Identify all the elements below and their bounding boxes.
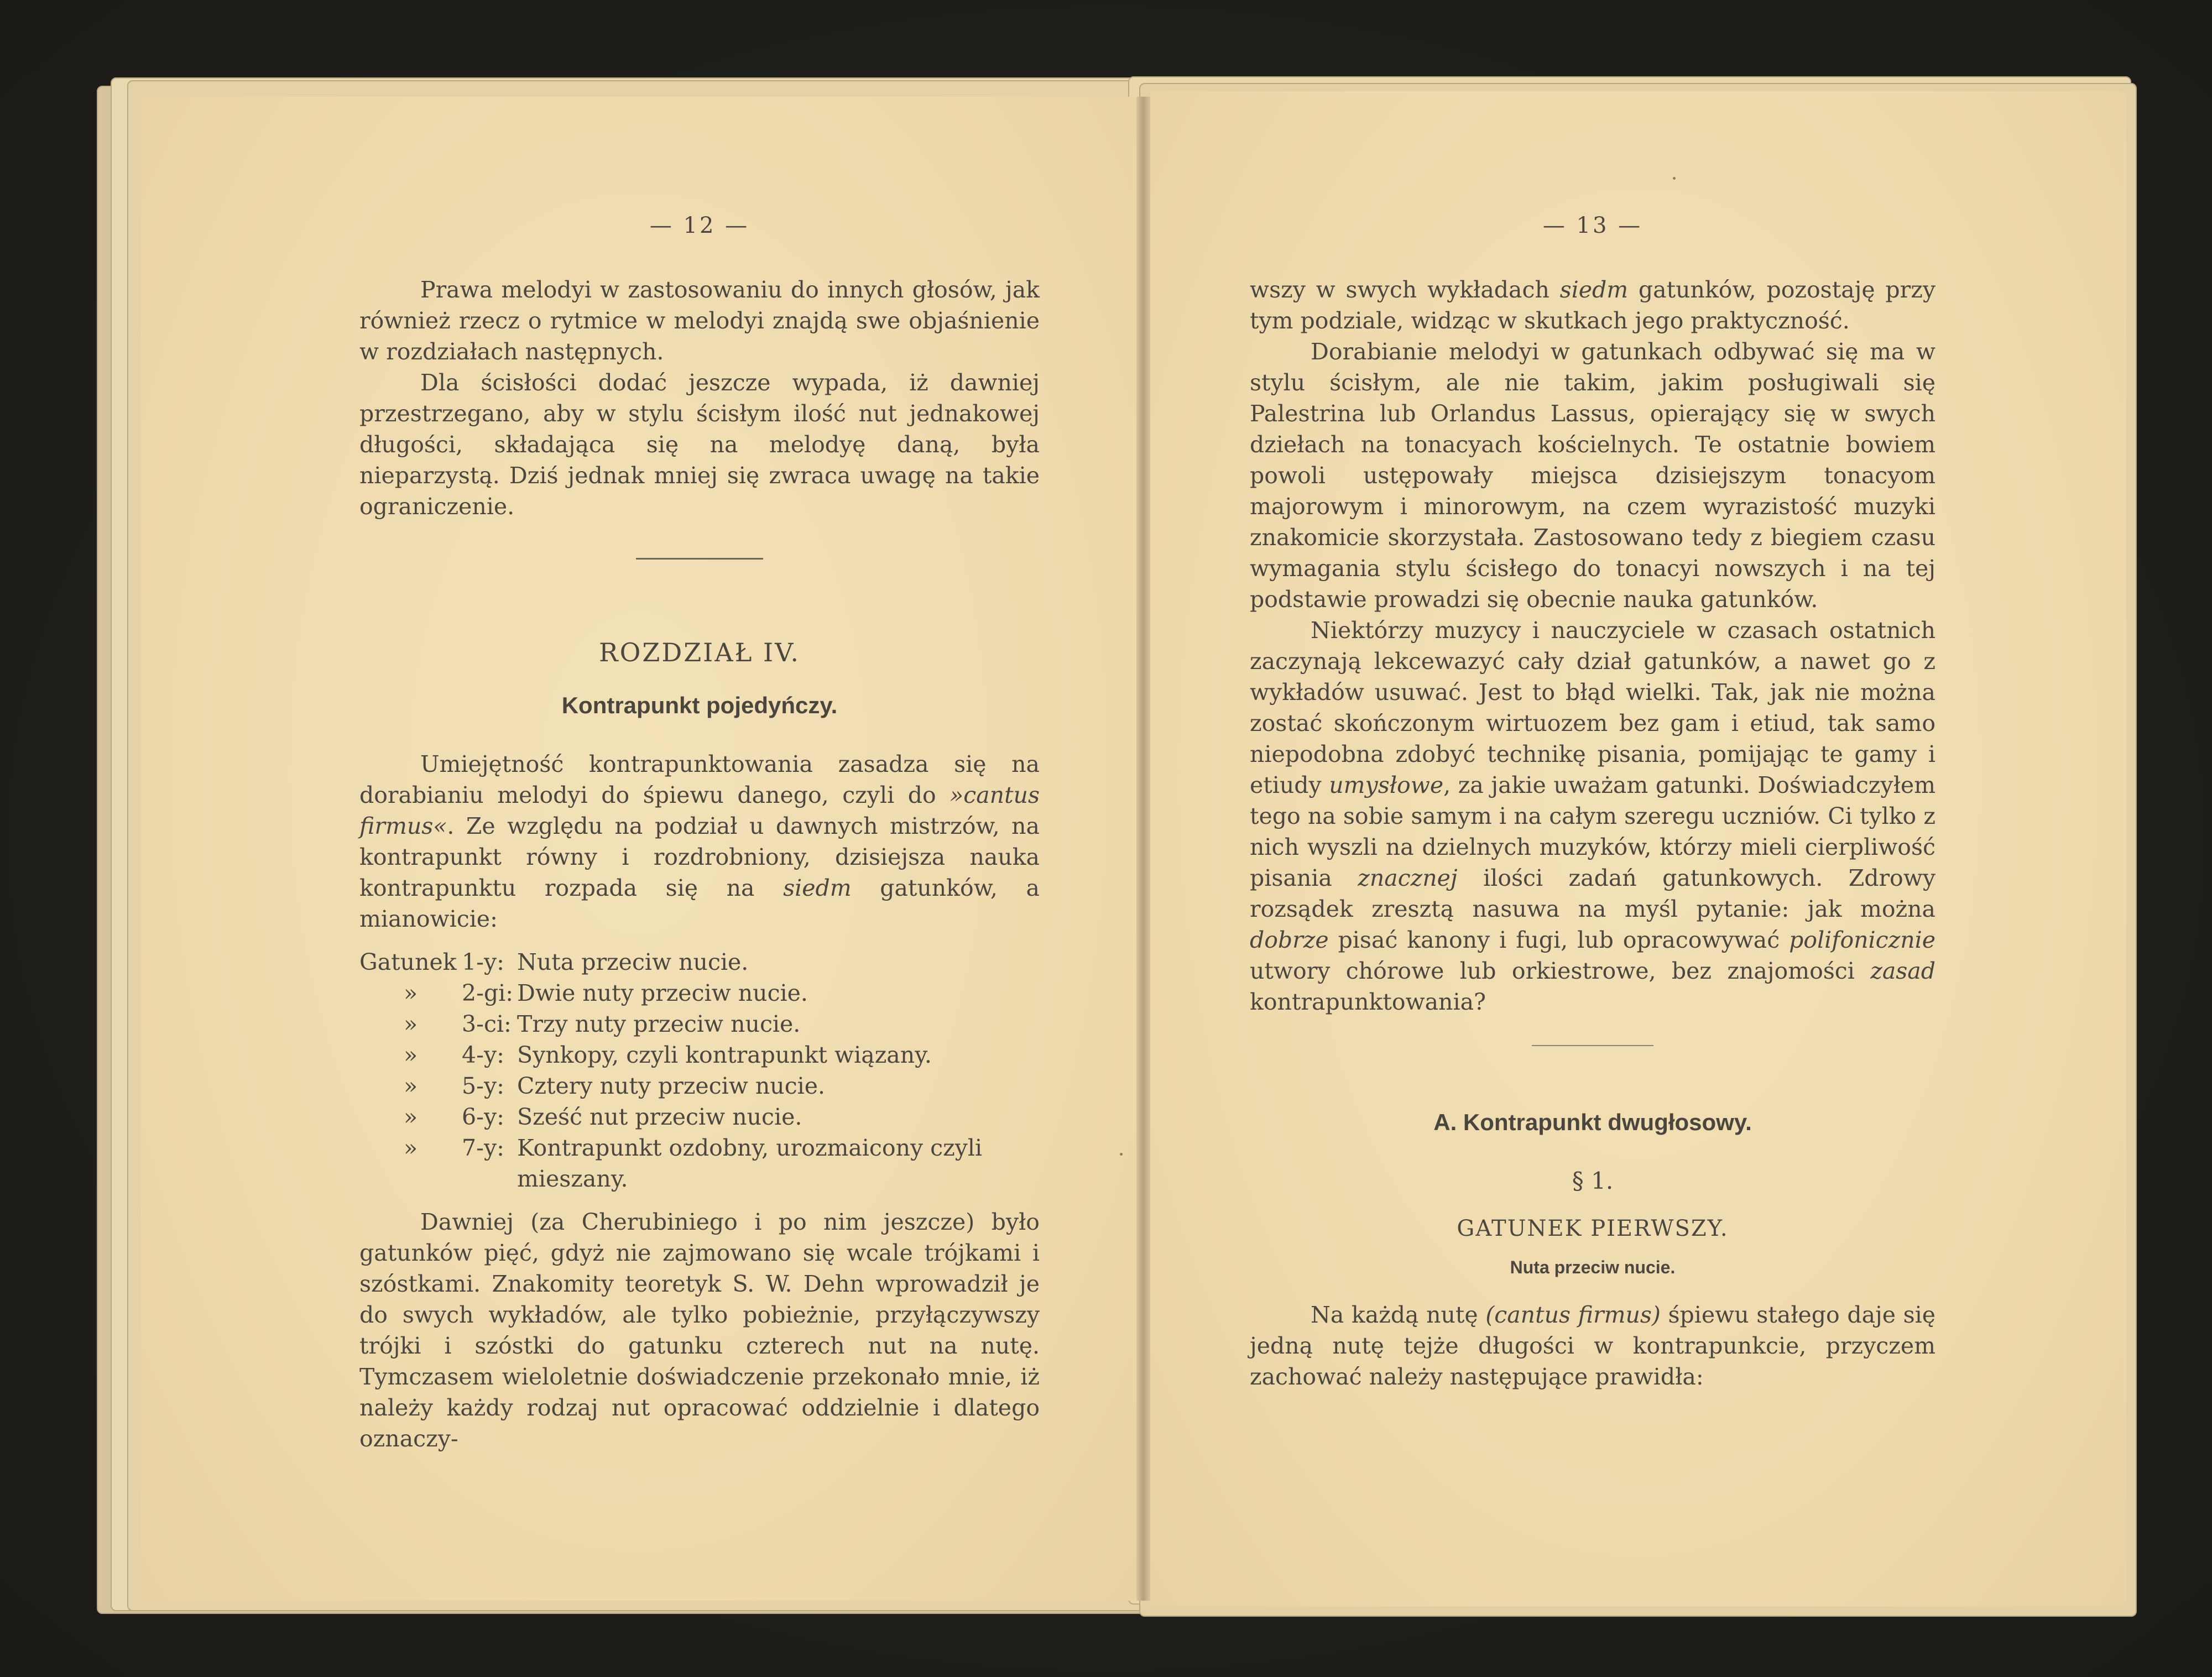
list-item <box>359 978 1040 1009</box>
text-run: śpiewu stałego daje się jedną nutę tejże długości w kontrapunkcie, przyczem zachować należy następujące prawidła: <box>1250 1302 1936 1390</box>
ditto-mark: » <box>404 1011 418 1037</box>
text-run: kontrapunktowania? <box>1250 989 1486 1015</box>
intro-paragraph <box>359 749 1040 934</box>
text-run: utwory chórowe lub orkiestrowe, bez znajomości <box>1250 958 1871 984</box>
paragraph <box>1250 615 1936 1017</box>
ditto-mark: » <box>404 1042 418 1068</box>
species-list <box>359 947 1040 1194</box>
ditto-mark: » <box>404 1135 418 1161</box>
text-run: Niektórzy muzycy i nauczyciele w czasach ostatnich zaczynają lekcewazyć cały dział gatunków, a nawet go z wykładów usuwać. Jest to błąd wielki. Tak, jak nie można zostać skończonym wirtuozem bez gam i etiud, tak samo niepodobna zdobyć technikę pisania, pomijając te gamy i etiudy <box>1250 617 1936 798</box>
list-item <box>359 1101 1040 1132</box>
italic-term: znacznej <box>1358 865 1458 891</box>
list-number: 1-y: <box>462 949 504 975</box>
list-text: Kontrapunkt ozdobny, urozmaicony czyli mieszany. <box>517 1135 983 1192</box>
text-run: , za jakie uważam gatunki. Doświadczyłem tego na sobie samym i na całym szeregu uczniów. Ci tylko z nich wyszli na dzielnych muzyków, którzy mieli cierpliwość pisania <box>1250 772 1936 891</box>
italic-term: (cantus firmus) <box>1485 1302 1661 1328</box>
text-run: pisać kanony i fugi, lub opracowywać <box>1328 927 1790 953</box>
list-text: Synkopy, czyli kontrapunkt wiązany. <box>517 1042 932 1068</box>
list-item <box>359 1070 1040 1101</box>
list-text: Cztery nuty przeciw nucie. <box>517 1073 826 1099</box>
italic-term: zasad <box>1870 958 1936 984</box>
list-number: 2-gi: <box>462 980 514 1006</box>
paragraph <box>1250 1299 1936 1392</box>
text-run: Umiejętność kontrapunktowania zasadza się na dorabianiu melodyi do śpiewu danego, czyli do <box>359 751 1040 808</box>
right-page-text <box>1250 210 1936 1392</box>
italic-term: umysłowe <box>1329 772 1444 798</box>
italic-term: siedm <box>783 875 852 901</box>
list-item <box>359 1039 1040 1070</box>
paper-speck <box>1673 177 1676 180</box>
ditto-mark: » <box>404 1073 418 1099</box>
list-item <box>359 1009 1040 1039</box>
text-run: gatunków, a mianowicie: <box>359 875 1040 932</box>
text-run: ilości zadań gatunkowych. Zdrowy rozsądek zresztą nasuwa na myśl pytanie: jak można <box>1250 865 1936 922</box>
list-item <box>359 1132 1040 1194</box>
list-text: Sześć nut przeciw nucie. <box>517 1104 802 1130</box>
chapter-title: ROZDZIAŁ IV. <box>599 638 800 667</box>
italic-term: polifonicznie <box>1789 927 1936 953</box>
ditto-mark: » <box>404 1104 418 1130</box>
species-heading: GATUNEK PIERWSZY. <box>1457 1216 1729 1241</box>
ditto-mark: » <box>404 980 418 1006</box>
text-run: gatunków, pozostaję przy tym podziale, widząc w skutkach jego praktyczność. <box>1250 276 1936 334</box>
italic-term: siedm <box>1559 276 1629 303</box>
section-title: A. Kontrapunkt dwugłosowy. <box>1433 1109 1752 1135</box>
list-text: Dwie nuty przeciw nucie. <box>517 980 808 1006</box>
list-item <box>359 947 1040 978</box>
list-number: 5-y: <box>462 1073 504 1099</box>
paragraph: Prawa melodyi w zastosowaniu do innych głosów, jak również rzecz o rytmice w melodyi znajdą swe objaśnienie w rozdziałach następnych. <box>359 276 1040 365</box>
paragraph: Dla ścisłości dodać jeszcze wypada, iż dawniej przestrzegano, aby w stylu ścisłym ilość nut jednakowej długości, składająca się na melodyę daną, była nieparzystą. Dziś jednak mniej się zwraca uwagę na takie ograniczenie. <box>359 369 1040 520</box>
text-run: wszy w swych wykładach <box>1250 276 1560 303</box>
list-lead: Gatunek <box>359 949 457 975</box>
italic-term: »cantus firmus« <box>359 782 1040 839</box>
left-page-text <box>359 210 1040 1454</box>
paragraph: Dorabianie melodyi w gatunkach odbywać się ma w stylu ścisłym, ale nie takim, jakim posługiwali się Palestrina lub Orlandus Lassus, opierający się w swych dziełach na tonacyach kościelnych. Te ostatnie bowiem powoli ustępowały miejsca dzisiejszym tonacyom majorowym i minorowym, na czem wyrazistość muzyki znakomicie skorzystała. Zastosowano tedy z biegiem czasu wymagania stylu ścisłego do tonacyi nowszych i na tej podstawie prowadzi się obecnie nauka gatunków. <box>1250 338 1936 613</box>
page-number: — 13 — <box>1542 213 1643 238</box>
text-run: . Ze względu na podział u dawnych mistrzów, na kontrapunkt równy i rozdrobniony, dzisiejsza nauka kontrapunktu rozpada się na <box>359 813 1040 901</box>
list-number: 6-y: <box>462 1104 504 1130</box>
text-run: Na każdą nutę <box>1311 1302 1486 1328</box>
paragraph-sign: § 1. <box>1572 1167 1614 1194</box>
page-number: — 12 — <box>649 213 750 238</box>
list-number: 4-y: <box>462 1042 504 1068</box>
species-subheading: Nuta przeciw nucie. <box>1510 1257 1676 1277</box>
book-gutter <box>1136 97 1150 1601</box>
list-number: 7-y: <box>462 1135 504 1161</box>
italic-term: dobrze <box>1250 927 1329 953</box>
list-text: Nuta przeciw nucie. <box>517 949 749 975</box>
paper-speck <box>1120 1153 1123 1156</box>
paragraph: Dawniej (za Cherubiniego i po nim jeszcze) było gatunków pięć, gdyż nie zajmowano się wcale trójkami i szóstkami. Znakomity teoretyk S. W. Dehn wprowadził je do swych wykładów, ale tylko pobieżnie, przyłączywszy trójki i szóstki do gatunku czterech nut na nutę. Tymczasem wieloletnie doświadczenie przekonało mnie, iż należy każdy rodzaj nut opracować oddzielnie i dlatego oznaczy- <box>359 1209 1040 1452</box>
paragraph <box>1250 274 1936 336</box>
list-text: Trzy nuty przeciw nucie. <box>517 1011 801 1037</box>
list-number: 3-ci: <box>462 1011 512 1037</box>
section-divider <box>636 558 763 560</box>
chapter-subtitle: Kontrapunkt pojedyńczy. <box>561 692 838 718</box>
section-divider <box>1532 1045 1653 1046</box>
